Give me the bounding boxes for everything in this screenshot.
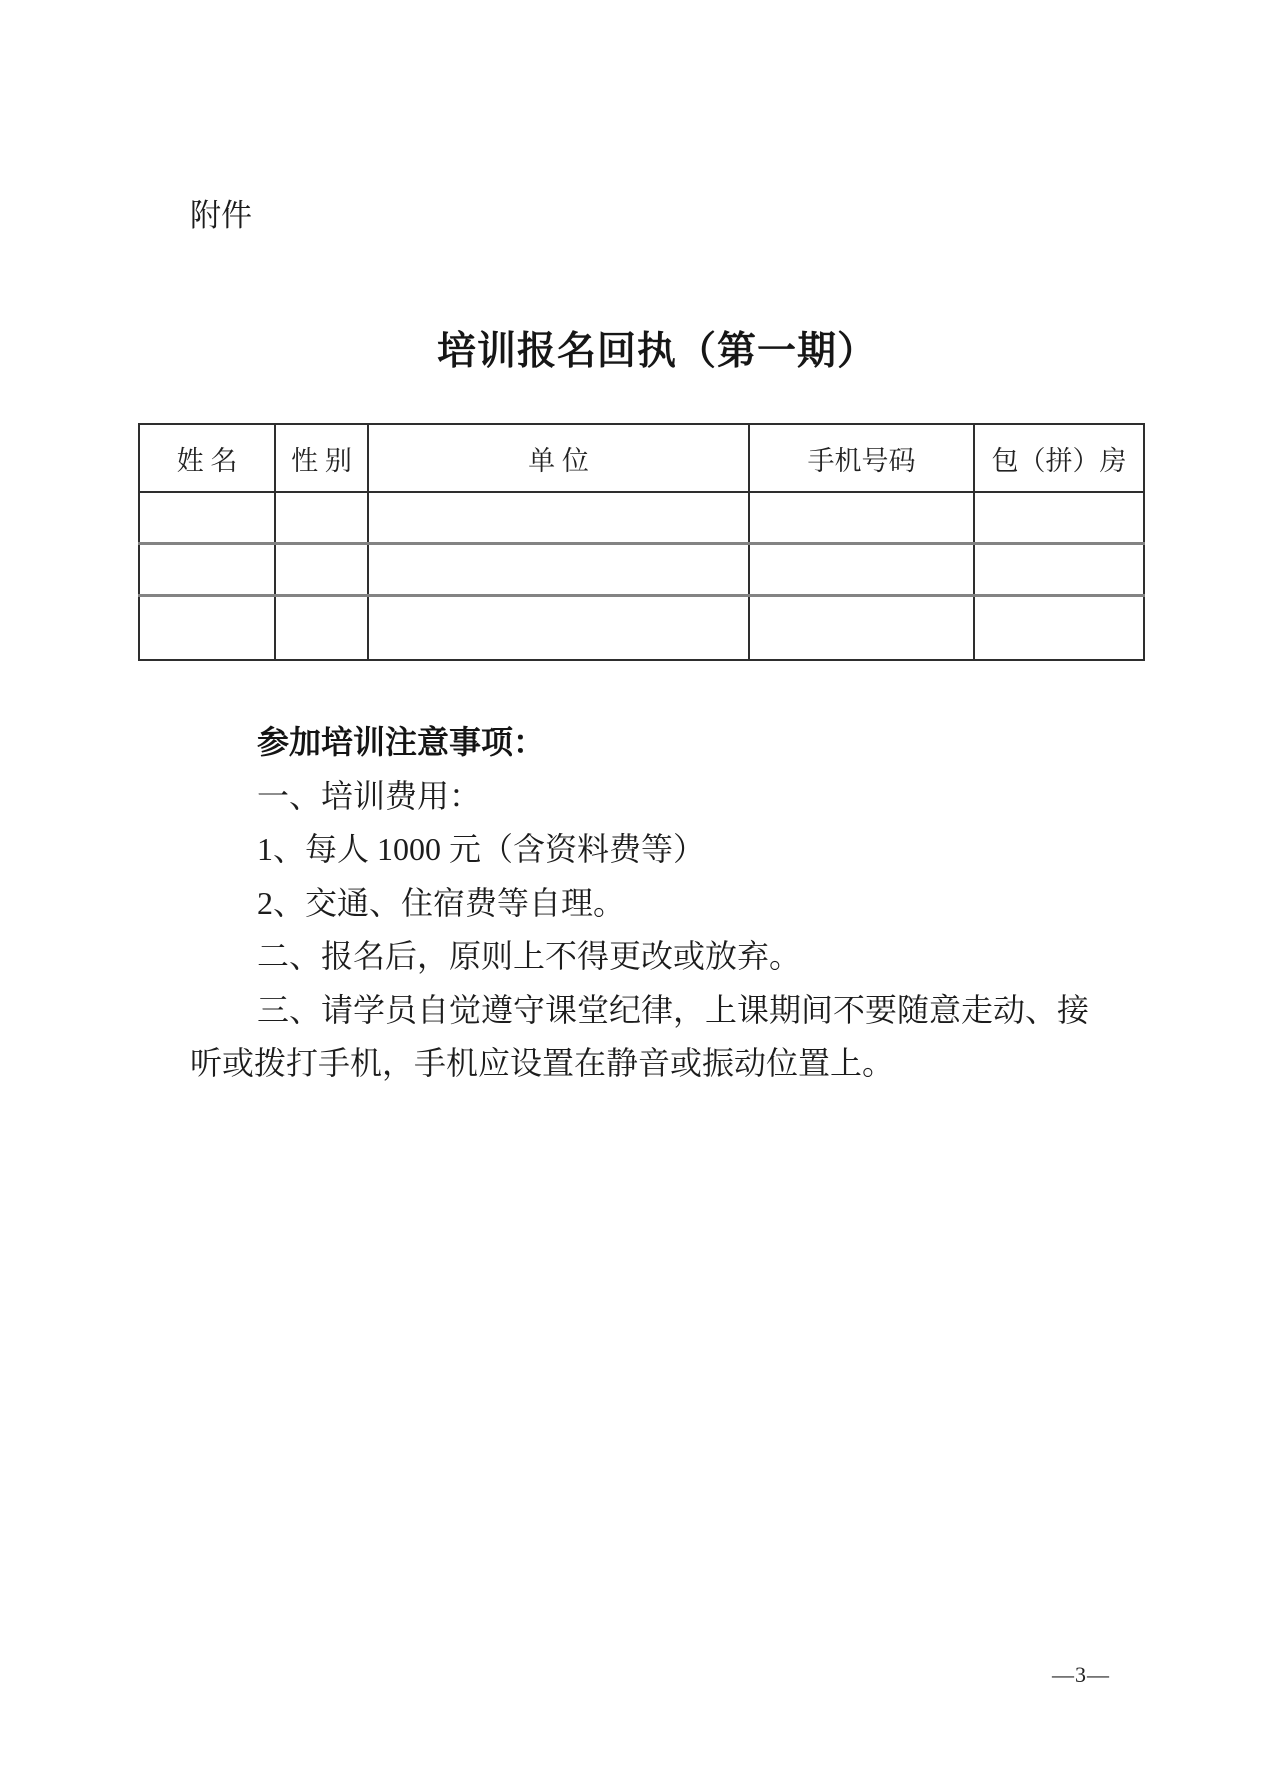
table-cell-empty [368, 543, 749, 595]
registration-table [138, 423, 1145, 661]
table-cell-empty [974, 492, 1144, 543]
page-number: —3— [1052, 1662, 1110, 1687]
table-cell-empty [139, 595, 275, 660]
table-cell-empty [139, 492, 275, 543]
note-item-no-change: 二、报名后，原则上不得更改或放弃。 [257, 938, 802, 974]
header-gender: 性 别 [275, 424, 368, 492]
attachment-label: 附件 [190, 198, 252, 233]
header-room-sharing: 包（拼）房 [974, 424, 1144, 492]
table-row [139, 543, 1144, 595]
page-title: 培训报名回执（第一期） [436, 330, 877, 373]
notes-heading: 参加培训注意事项： [257, 724, 546, 760]
note-item-fees-heading: 一、培训费用： [257, 777, 482, 814]
table-row [139, 595, 1144, 660]
table-cell-empty [275, 543, 368, 595]
table-cell-empty [749, 492, 974, 543]
note-item-fee-amount: 1、每人 1000 元（含资料费等） [257, 831, 706, 867]
table-cell-empty [749, 595, 974, 660]
table-cell-empty [368, 492, 749, 543]
table-cell-empty [974, 543, 1144, 595]
header-mobile-number: 手机号码 [749, 424, 974, 492]
header-name: 姓 名 [139, 424, 275, 492]
table-row [139, 492, 1144, 543]
note-item-discipline: 三、请学员自觉遵守课堂纪律，上课期间不要随意走动、接听或拨打手机，手机应设置在静音或振动位置上。 [190, 991, 1090, 1081]
table-cell-empty [368, 595, 749, 660]
table-cell-empty [275, 595, 368, 660]
note-item-self-pay: 2、交通、住宿费等自理。 [257, 884, 626, 921]
table-cell-empty [974, 595, 1144, 660]
notes-section [190, 716, 1102, 1091]
table-cell-empty [749, 543, 974, 595]
table-cell-empty [139, 543, 275, 595]
header-organization: 单 位 [368, 424, 749, 492]
table-header-row [139, 424, 1144, 492]
table-cell-empty [275, 492, 368, 543]
